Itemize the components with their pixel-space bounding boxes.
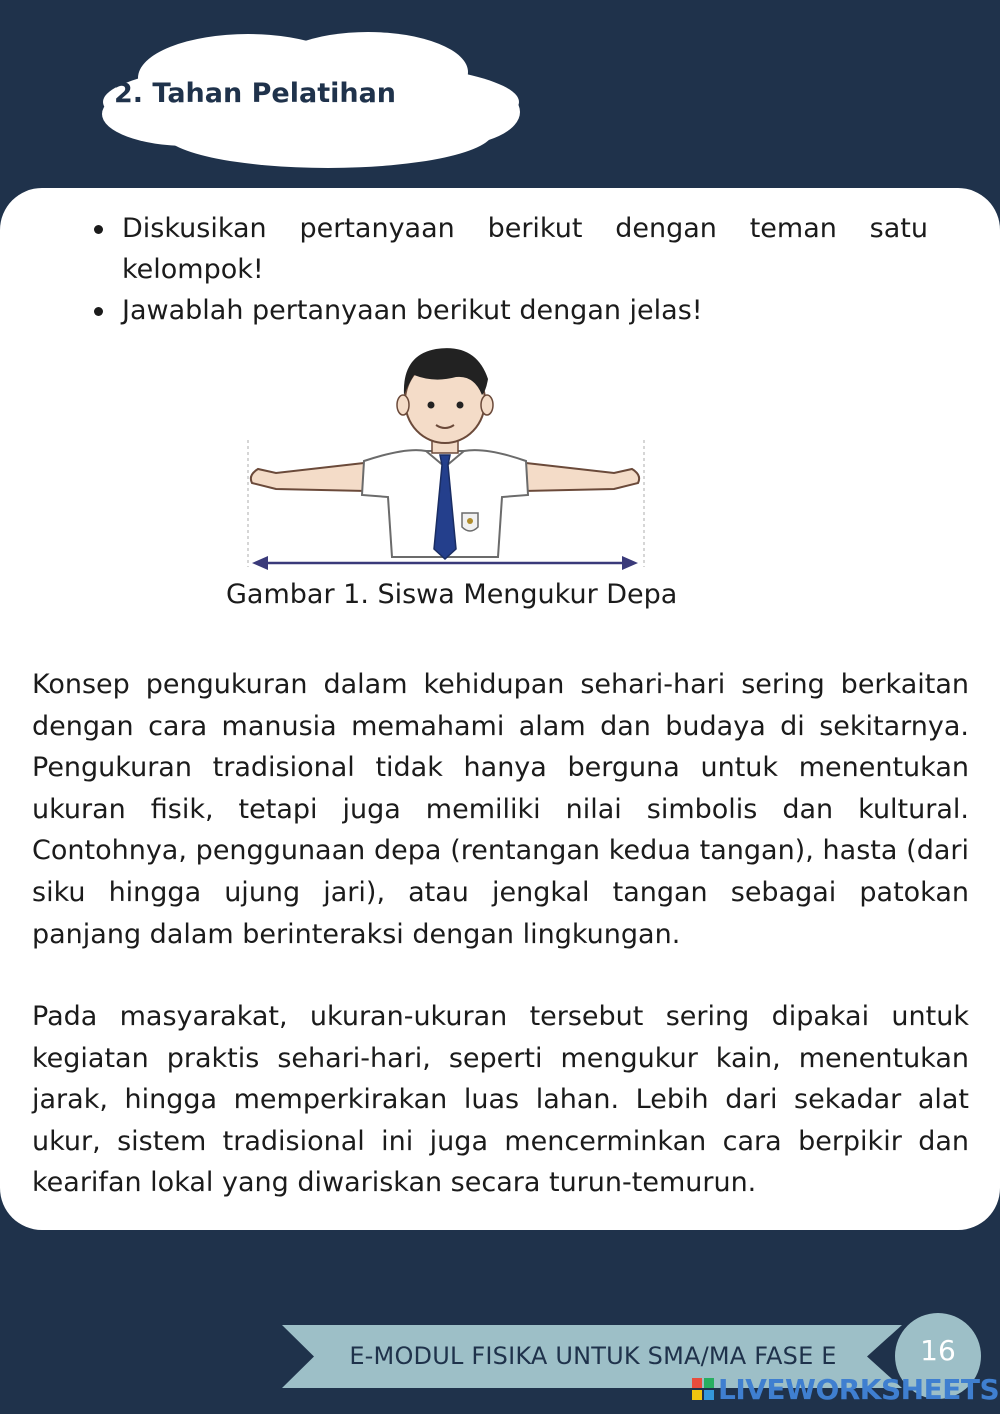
module-label: E-MODUL FISIKA UNTUK SMA/MA FASE E	[349, 1342, 837, 1370]
figure-caption: Gambar 1. Siswa Mengukur Depa	[226, 579, 678, 610]
instruction-list	[88, 208, 928, 331]
student-arm-span-illustration	[236, 335, 654, 573]
brand-watermark: LIVEWORKSHEETS	[718, 1373, 1000, 1406]
page-number: 16	[920, 1334, 956, 1367]
instruction-item: Jawablah pertanyaan berikut dengan jelas!	[88, 290, 928, 331]
instruction-item: Diskusikan pertanyaan berikut dengan teman satu kelompok!	[88, 208, 928, 290]
paragraph: Konsep pengukuran dalam kehidupan sehari-hari sering berkaitan dengan cara manusia memahami alam dan budaya di sekitarnya. Pengukuran tradisional tidak hanya berguna untuk menentukan ukuran fisik, tetapi juga memiliki nilai simbolis dan kultural. Contohnya, penggunaan depa (rentangan kedua tangan), hasta (dari siku hingga ujung jari), atau jengkal tangan sebagai patokan panjang dalam berinteraksi dengan lingkungan.	[32, 669, 969, 950]
section-title: 2. Tahan Pelatihan	[113, 78, 397, 109]
paragraph: Pada masyarakat, ukuran-ukuran tersebut sering dipakai untuk kegiatan praktis sehari-hari, seperti mengukur kain, menentukan jarak, hingga memperkirakan luas lahan. Lebih dari sekadar alat ukur, sistem tradisional ini juga mencerminkan cara berpikir dan kearifan lokal yang diwariskan secara turun-temurun.	[32, 1001, 969, 1199]
